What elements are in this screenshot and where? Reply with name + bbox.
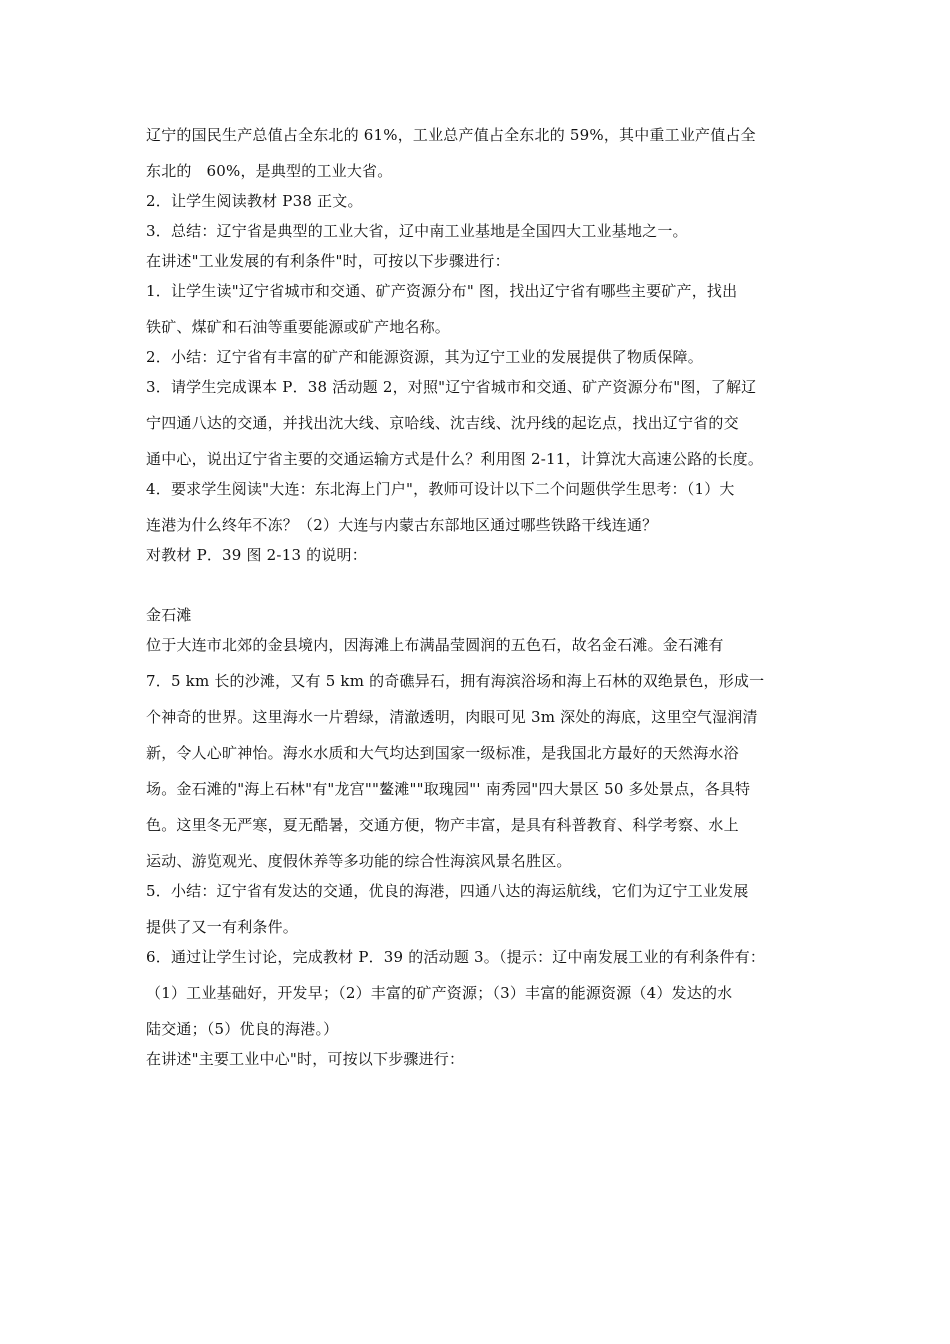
text-line: 7．5 km 长的沙滩，又有 5 km 的奇礁异石，拥有海滨浴场和海上石林的双绝景色，形成一 (146, 672, 765, 690)
document-body (146, 124, 816, 1070)
section-title: 金石滩 (146, 606, 192, 624)
text-line: 场。金石滩的"海上石林"有"龙宫""鳌滩""取瑰园"' 南秀园"四大景区 50 多处景点，各具特 (146, 780, 751, 798)
text-line: 铁矿、煤矿和石油等重要能源或矿产地名称。 (146, 318, 451, 336)
text-line: 提供了又一有利条件。 (146, 918, 299, 936)
text-line: 宁四通八达的交通，并找出沈大线、京哈线、沈吉线、沈丹线的起讫点，找出辽宁省的交 (146, 414, 739, 432)
text-line: 位于大连市北郊的金县境内，因海滩上布满晶莹圆润的五色石，故名金石滩。金石滩有 (146, 636, 724, 654)
text-line: 个神奇的世界。这里海水一片碧绿，清澈透明，肉眼可见 3m 深处的海底，这里空气湿润清 (146, 708, 758, 726)
text-line: 3．总结：辽宁省是典型的工业大省，辽中南工业基地是全国四大工业基地之一。 (146, 222, 688, 240)
text-line: 对教材 P．39 图 2-13 的说明： (146, 546, 367, 564)
text-line: 1．让学生读"辽宁省城市和交通、矿产资源分布" 图，找出辽宁省有哪些主要矿产，找出 (146, 282, 738, 300)
text-line: 在讲述"工业发展的有利条件"时，可按以下步骤进行： (146, 252, 510, 270)
text-line: 东北的 60%，是典型的工业大省。 (146, 162, 393, 180)
text-line: 新，令人心旷神怡。海水水质和大气均达到国家一级标准，是我国北方最好的天然海水浴 (146, 744, 739, 762)
text-line: 2．小结：辽宁省有丰富的矿产和能源资源，其为辽宁工业的发展提供了物质保障。 (146, 348, 703, 366)
text-line: 通中心，说出辽宁省主要的交通运输方式是什么？利用图 2-11，计算沈大高速公路的长度。 (146, 450, 764, 468)
text-line: 6．通过让学生讨论，完成教材 P．39 的活动题 3。（提示：辽中南发展工业的有利条件有： (146, 948, 766, 966)
text-line: 3．请学生完成课本 P．38 活动题 2，对照"辽宁省城市和交通、矿产资源分布"图，了解辽 (146, 378, 757, 396)
text-line: 2．让学生阅读教材 P38 正文。 (146, 192, 363, 210)
text-line: 辽宁的国民生产总值占全东北的 61%，工业总产值占全东北的 59%，其中重工业产值占全 (146, 126, 756, 144)
text-line: 运动、游览观光、度假休养等多功能的综合性海滨风景名胜区。 (146, 852, 572, 870)
text-line: 在讲述"主要工业中心"时，可按以下步骤进行： (146, 1050, 465, 1068)
text-line: 陆交通；（5）优良的海港。） (146, 1020, 339, 1038)
text-line: 5．小结：辽宁省有发达的交通，优良的海港，四通八达的海运航线，它们为辽宁工业发展 (146, 882, 749, 900)
text-line: （1）工业基础好，开发早；（2）丰富的矿产资源；（3）丰富的能源资源（4）发达的水 (146, 984, 733, 1002)
text-line: 连港为什么终年不冻？（2）大连与内蒙古东部地区通过哪些铁路干线连通？ (146, 516, 658, 534)
text-line: 色。这里冬无严寒，夏无酷暑，交通方便，物产丰富，是具有科普教育、科学考察、水上 (146, 816, 739, 834)
text-line: 4．要求学生阅读"大连：东北海上门户"，教师可设计以下二个问题供学生思考：（1）大 (146, 480, 735, 498)
